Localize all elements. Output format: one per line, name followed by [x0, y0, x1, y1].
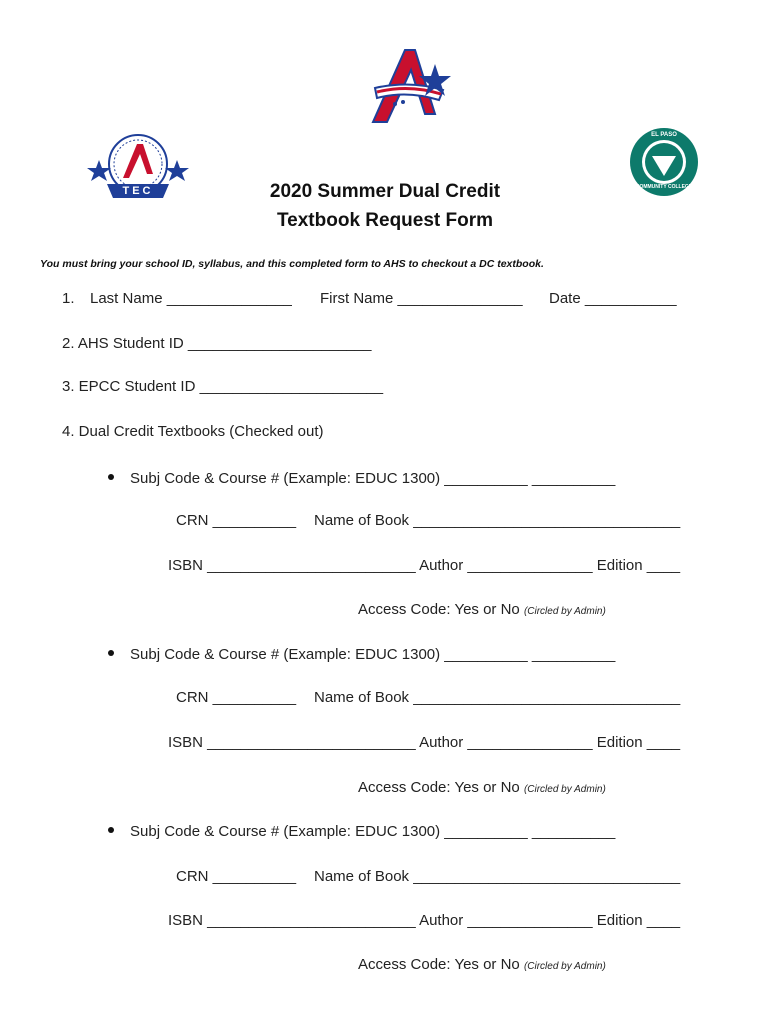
form-title-line2: Textbook Request Form: [276, 210, 494, 231]
ahs-student-id-field[interactable]: 2. AHS Student ID ______________________: [62, 335, 372, 352]
textbook-3-book-field[interactable]: Name of Book ________________________________: [314, 868, 681, 885]
textbook-2-crn-field[interactable]: CRN __________: [176, 689, 297, 706]
textbook-3-subj-field[interactable]: Subj Code & Course # (Example: EDUC 1300) __________ __________: [108, 823, 615, 840]
checkout-notice: You must bring your school ID, syllabus, and this completed form to AHS to checkout a DC textbook.: [40, 258, 544, 270]
textbook-1-subj-field[interactable]: Subj Code & Course # (Example: EDUC 1300) __________ __________: [108, 470, 615, 487]
epcc-logo-bottom-text: COMMUNITY COLLEGE: [635, 184, 693, 190]
epcc-logo-top-text: EL PASO: [651, 132, 677, 138]
bullet-icon: [108, 827, 114, 833]
tec-logo-text: TEC: [122, 185, 154, 197]
textbook-3-isbn-field[interactable]: ISBN _________________________ Author _______________ Edition ____: [168, 912, 681, 929]
textbook-1-isbn-field[interactable]: ISBN _________________________ Author _______________ Edition ____: [168, 557, 681, 574]
first-name-field[interactable]: First Name _______________: [320, 290, 523, 307]
date-field[interactable]: Date ___________: [549, 290, 677, 307]
textbook-1-access-code[interactable]: Access Code: Yes or No (Circled by Admin): [358, 601, 606, 618]
textbook-1-book-field[interactable]: Name of Book ________________________________: [314, 512, 681, 529]
school-a-star-logo: [365, 44, 455, 128]
bullet-icon: [108, 474, 114, 480]
textbook-1-crn-field[interactable]: CRN __________: [176, 512, 297, 529]
bullet-icon: [108, 650, 114, 656]
question-1-number: 1.: [62, 290, 75, 307]
epcc-student-id-field[interactable]: 3. EPCC Student ID ______________________: [62, 378, 384, 395]
form-title-line1: 2020 Summer Dual Credit: [269, 181, 501, 202]
textbook-3-access-code[interactable]: Access Code: Yes or No (Circled by Admin): [358, 956, 606, 973]
dual-credit-textbooks-heading: 4. Dual Credit Textbooks (Checked out): [62, 423, 324, 440]
textbook-2-isbn-field[interactable]: ISBN _________________________ Author _______________ Edition ____: [168, 734, 681, 751]
textbook-2-access-code[interactable]: Access Code: Yes or No (Circled by Admin): [358, 779, 606, 796]
textbook-2-subj-field[interactable]: Subj Code & Course # (Example: EDUC 1300) __________ __________: [108, 646, 615, 663]
textbook-2-book-field[interactable]: Name of Book ________________________________: [314, 689, 681, 706]
textbook-3-crn-field[interactable]: CRN __________: [176, 868, 297, 885]
last-name-field[interactable]: Last Name _______________: [90, 290, 292, 307]
